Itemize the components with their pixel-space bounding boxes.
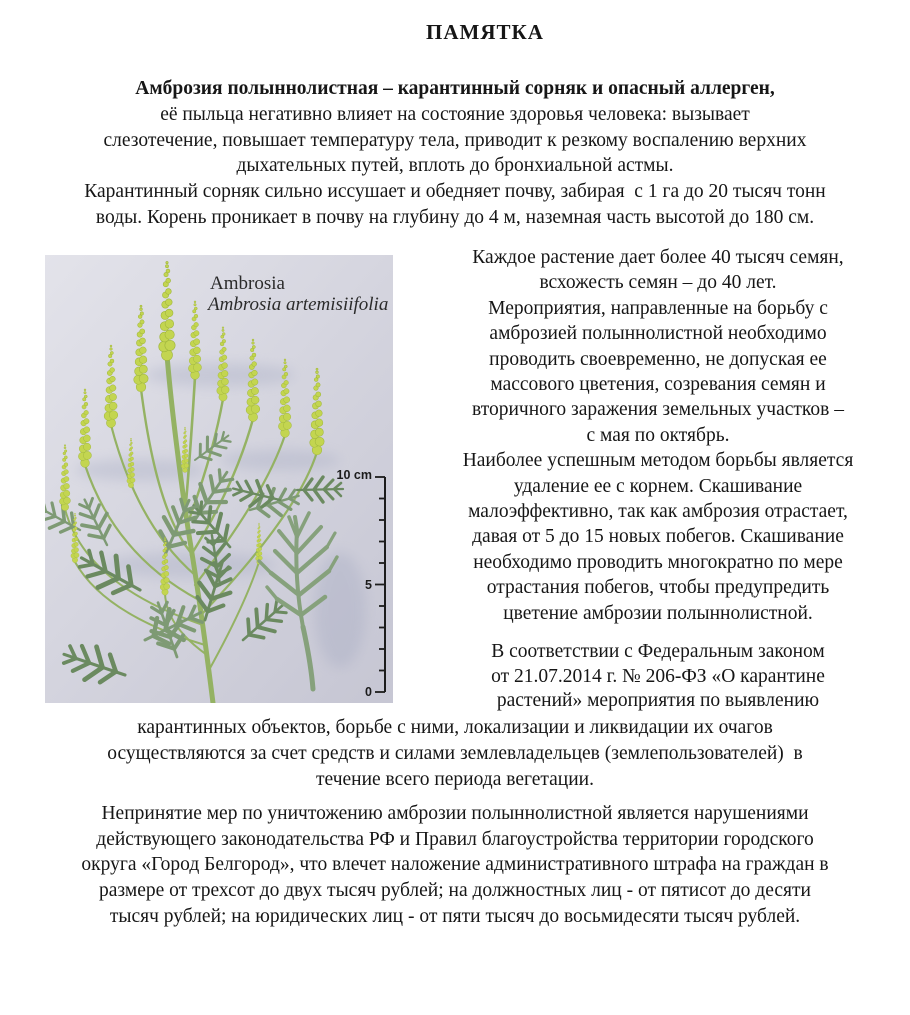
text-line: Каждое растение дает более 40 тысяч семян, bbox=[472, 247, 844, 268]
text-line: Амброзия полыннолистная – карантинный сорняк и опасный аллерген, bbox=[135, 78, 775, 99]
figure-label-latin: Ambrosia artemisiifolia bbox=[208, 294, 389, 315]
text-line: давая от 5 до 15 новых побегов. Скашивание bbox=[472, 526, 844, 548]
figure-label-common: Ambrosia bbox=[210, 273, 285, 294]
text-line: цветение амброзии полыннолистной. bbox=[503, 602, 813, 624]
text-line: дыхательных путей, вплоть до бронхиальной астмы. bbox=[236, 155, 674, 177]
text-line: размере от трехсот до двух тысяч рублей; на должностных лиц - от пятисот до десяти bbox=[99, 880, 811, 902]
ruler-label-10cm: 10 cm bbox=[336, 468, 372, 482]
text-line: Наиболее успешным методом борьбы является bbox=[462, 450, 854, 472]
ruler-label-5: 5 bbox=[365, 578, 372, 592]
text-line: от 21.07.2014 г. № 206-ФЗ «О карантине bbox=[491, 665, 825, 687]
law-paragraph-continuation bbox=[18, 715, 892, 792]
ambrosia-plant-illustration bbox=[45, 255, 393, 703]
text-line: слезотечение, повышает температуру тела, приводит к резкому воспалению верхних bbox=[103, 129, 807, 151]
text-line: всхожесть семян – до 40 лет. bbox=[539, 272, 777, 294]
text-line: растений» мероприятия по выявлению bbox=[496, 690, 820, 712]
text-line: амброзией полыннолистной необходимо bbox=[489, 323, 827, 345]
text-line: проводить своевременно, не допуская ее bbox=[489, 348, 827, 370]
page-title: ПАМЯТКА bbox=[426, 20, 544, 44]
text-line: округа «Город Белгород», что влечет наложение административного штрафа на граждан в bbox=[81, 854, 829, 876]
text-line: воды. Корень проникает в почву на глубину до 4 м, наземная часть высотой до 180 см. bbox=[95, 206, 815, 228]
text-line: течение всего периода вегетации. bbox=[316, 768, 594, 790]
text-line: удаление ее с корнем. Скашивание bbox=[513, 475, 803, 497]
text-line: тысяч рублей; на юридических лиц - от пяти тысяч до восьмидесяти тысяч рублей. bbox=[109, 905, 801, 927]
text-line: её пыльца негативно влияет на состояние здоровья человека: вызывает bbox=[160, 103, 750, 125]
law-paragraph bbox=[410, 640, 906, 714]
text-line: Непринятие мер по уничтожению амброзии полыннолистной является нарушениями bbox=[101, 803, 809, 824]
text-line: отрастания побегов, чтобы предупредить bbox=[486, 577, 830, 599]
text-line: малоэффективно, так как амброзия отрастает, bbox=[468, 501, 848, 523]
ruler-label-0: 0 bbox=[365, 685, 372, 699]
intro-paragraph bbox=[18, 76, 892, 231]
text-line: необходимо проводить многократно по мере bbox=[473, 551, 843, 573]
text-line: Карантинный сорняк сильно иссушает и обедняет почву, забирая с 1 га до 20 тысяч тонн bbox=[84, 181, 826, 203]
text-line: с мая по октябрь. bbox=[586, 424, 730, 446]
text-line: В соответствии с Федеральным законом bbox=[491, 641, 825, 662]
text-line: вторичного заражения земельных участков – bbox=[472, 399, 844, 421]
penalty-paragraph bbox=[18, 801, 892, 930]
text-line: массового цветения, созревания семян и bbox=[490, 374, 826, 396]
text-line: карантинных объектов, борьбе с ними, локализации и ликвидации их очагов bbox=[137, 717, 773, 738]
text-line: действующего законодательства РФ и Правил благоустройства территории городского bbox=[96, 828, 814, 850]
measures-paragraph bbox=[410, 245, 906, 626]
text-line: Мероприятия, направленные на борьбу с bbox=[488, 297, 828, 319]
plant-photo bbox=[45, 255, 393, 703]
text-line: осуществляются за счет средств и силами землевладельцев (землепользователей) в bbox=[107, 742, 803, 764]
